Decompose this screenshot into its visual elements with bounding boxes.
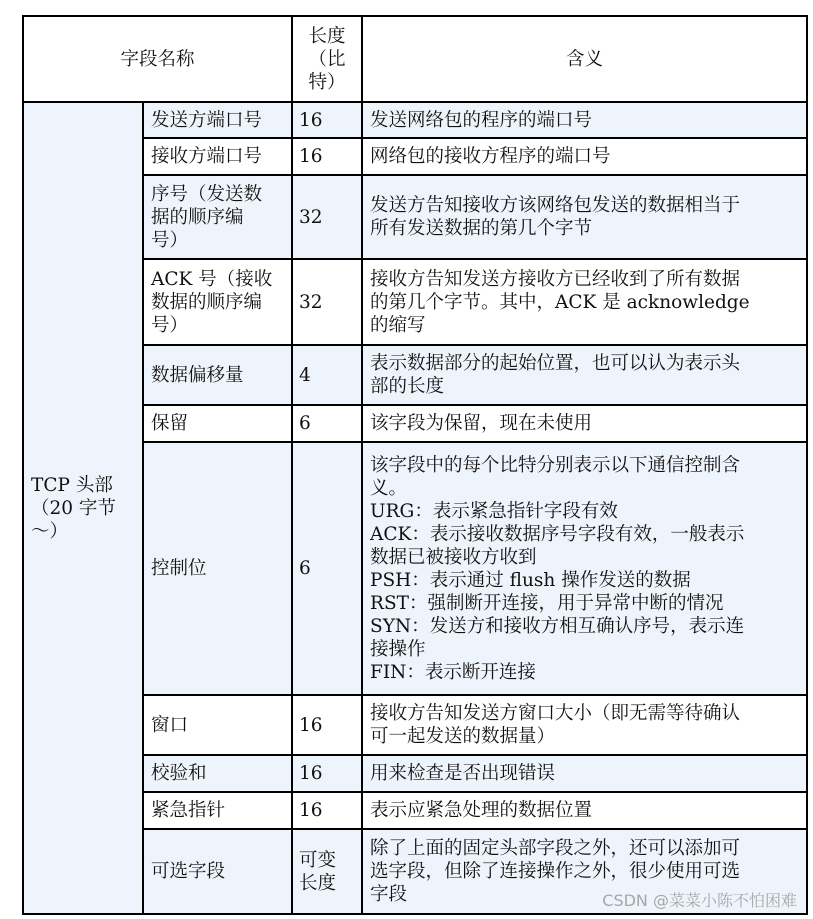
field-length: 可变 长度 (292, 829, 362, 914)
field-meaning: 接收方告知发送方窗口大小（即无需等待确认 可一起发送的数据量） (362, 695, 807, 755)
field-name: 紧急指针 (143, 792, 292, 829)
watermark: CSDN @菜菜小陈不怕困难 (602, 891, 797, 910)
header-row (23, 16, 807, 102)
field-meaning: 用来检查是否出现错误 (362, 755, 807, 792)
field-length: 16 (292, 102, 362, 138)
field-name: 校验和 (143, 755, 292, 792)
field-name: ACK 号（接收 数据的顺序编 号） (143, 259, 292, 345)
field-length: 16 (292, 138, 362, 175)
table-row (23, 102, 807, 138)
field-name: 发送方端口号 (143, 102, 292, 138)
tcp-header-group-label: TCP 头部 （20 字节 ～） (23, 102, 143, 914)
field-name: 可选字段 (143, 829, 292, 914)
field-meaning: 发送网络包的程序的端口号 (362, 102, 807, 138)
field-length: 4 (292, 345, 362, 405)
header-length: 长度 （比 特） (292, 16, 362, 102)
field-meaning: 发送方告知接收方该网络包发送的数据相当于 所有发送数据的第几个字节 (362, 175, 807, 259)
field-name: 窗口 (143, 695, 292, 755)
field-meaning: 表示数据部分的起始位置，也可以认为表示头 部的长度 (362, 345, 807, 405)
field-name: 保留 (143, 405, 292, 442)
header-meaning: 含义 (362, 16, 807, 102)
header-field-name: 字段名称 (23, 16, 292, 102)
field-meaning: 除了上面的固定头部字段之外，还可以添加可 选字段，但除了连接操作之外，很少使用可选 字段 (362, 829, 807, 914)
field-meaning: 接收方告知发送方接收方已经收到了所有数据 的第几个字节。其中，ACK 是 acknowledge 的缩写 (362, 259, 807, 345)
field-length: 32 (292, 175, 362, 259)
field-length: 16 (292, 755, 362, 792)
field-meaning: 该字段为保留，现在未使用 (362, 405, 807, 442)
field-length: 6 (292, 442, 362, 695)
field-name: 控制位 (143, 442, 292, 695)
field-meaning: 网络包的接收方程序的端口号 (362, 138, 807, 175)
field-length: 32 (292, 259, 362, 345)
field-name: 序号（发送数 据的顺序编 号） (143, 175, 292, 259)
field-meaning: 该字段中的每个比特分别表示以下通信控制含 义。 URG：表示紧急指针字段有效 ACK：表示接收数据序号字段有效，一般表示 数据已被接收方收到 PSH：表示通过 flush 操作发送的数据 RST：强制断开连接，用于异常中断的情况 SYN：发送方和接收方相互确认序号，表示连 接操作 FIN：表示断开连接 (362, 442, 807, 695)
field-length: 6 (292, 405, 362, 442)
field-name: 接收方端口号 (143, 138, 292, 175)
field-meaning: 表示应紧急处理的数据位置 (362, 792, 807, 829)
tcp-header-table (22, 15, 808, 915)
field-length: 16 (292, 792, 362, 829)
field-name: 数据偏移量 (143, 345, 292, 405)
field-length: 16 (292, 695, 362, 755)
